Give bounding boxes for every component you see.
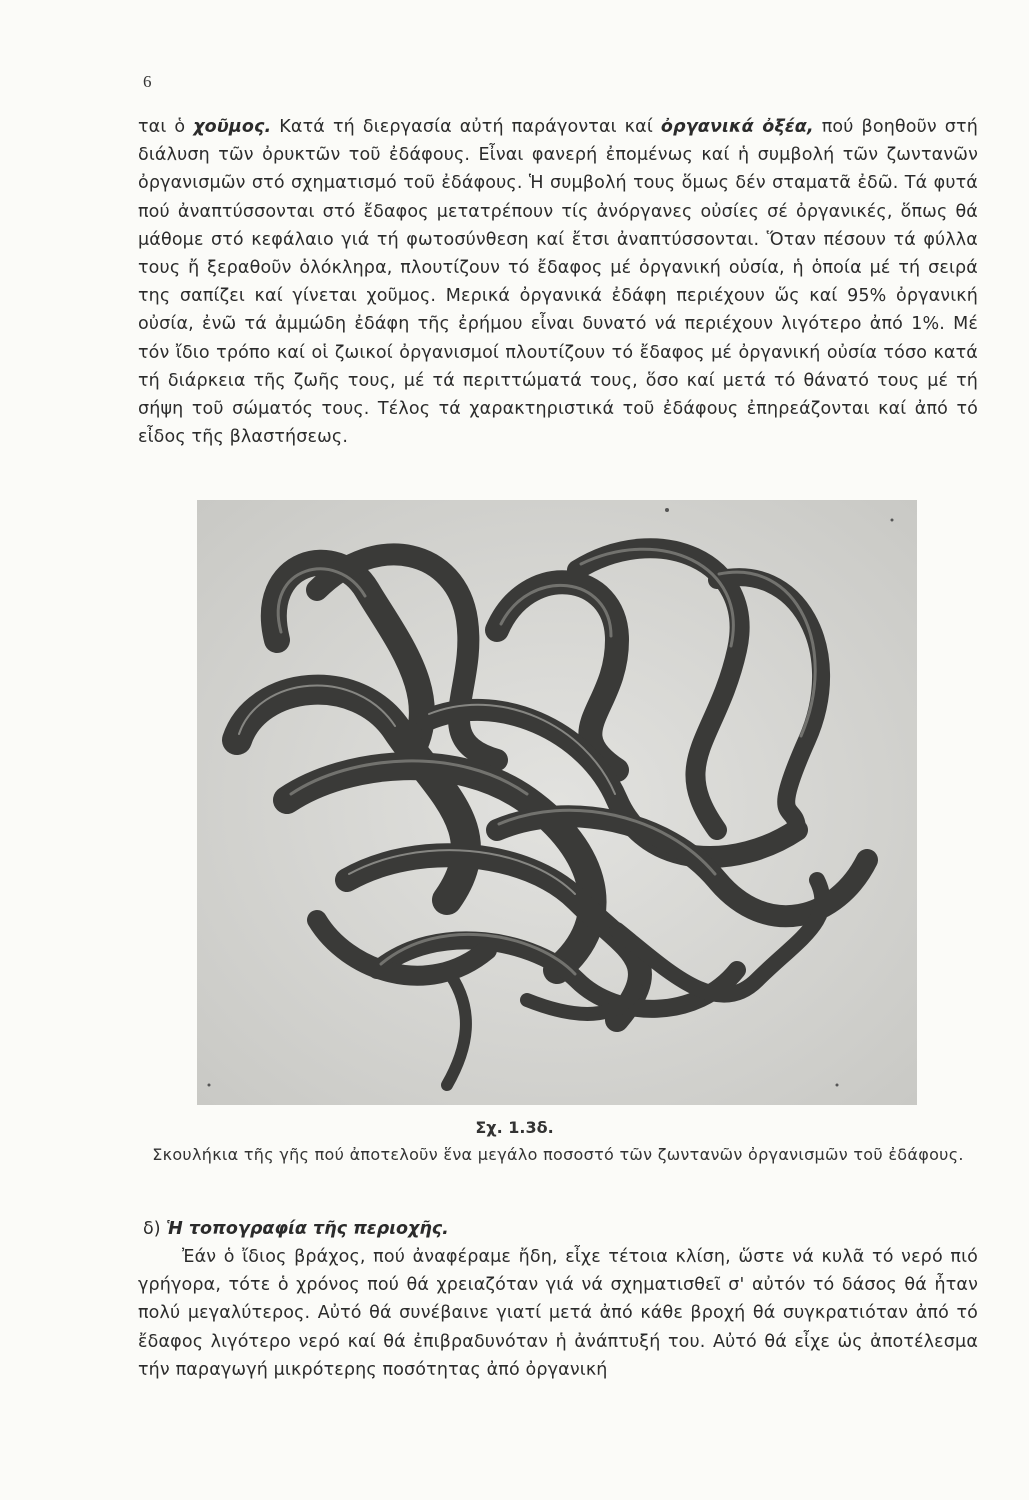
paragraph-text: Ἐάν ὁ ἴδιος βράχος, πού ἀναφέραμε ἤδη, εἶχε τέτοια κλίση, ὥστε νά κυλᾶ τό νερό πιό γρήγορα, τότε ὁ χρόνος πού θά χρειαζόταν γιά νά σχηματισθεῖ σ' αὐτόν τό δάσος θά ἦταν πολύ μεγαλύτερος. Αὐτό θά συνέβαινε γιατί μετά ἀπό κάθε βροχή θά συγκρατιόταν ἀπό τό ἔδαφος λιγότερο νερό καί θά ἐπιβραδυνόταν ἡ ἀνάπτυξή του. Αὐτό θά εἶχε ὡς ἀποτέλεσμα τήν παραγωγή μικρότερης ποσότητας ἀπό ὀργανική (138, 1247, 978, 1380)
section-title: Ἡ τοπογραφία τῆς περιοχῆς. (166, 1219, 449, 1239)
figure-label: Σχ. 1.3δ. (475, 1118, 554, 1137)
earthworms-photo (197, 500, 917, 1105)
page-number: 6 (143, 72, 152, 91)
section-prefix: δ) (143, 1219, 167, 1239)
section-heading (143, 1219, 449, 1239)
figure-caption: Σκουλήκια τῆς γῆς πού ἀποτελοῦν ἕνα μεγάλο ποσοστό τῶν ζωντανῶν ὀργανισμῶν τοῦ ἐδάφους. (152, 1145, 964, 1164)
paragraph-text: πού βοηθοῦν στή διάλυση τῶν ὀρυκτῶν τοῦ ἐδάφους. Εἶναι φανερή ἐπομένως καί ἡ συμβολή τῶν ζωντανῶν ὀργανισμῶν στό σχηματισμό τοῦ ἐδάφους. Ἡ συμβολή τους ὅμως δέν σταματᾶ ἐδῶ. Τά φυτά πού ἀναπτύσσονται στό ἔδαφος μετατρέπουν τίς ἀνόργανες οὐσίες σέ ὀργανικές, ὅπως θά μάθομε στό κεφάλαιο γιά τή φωτοσύνθεση καί ἔτσι ἀναπτύσσονται. Ὅταν πέσουν τά φύλλα τους ἤ ξεραθοῦν ὁλόκληρα, πλουτίζουν τό ἔδαφος μέ ὀργανική οὐσία, ἡ ὁποία μέ τή σειρά της σαπίζει καί γίνεται χοῦμος. Μερικά ὀργανικά ἐδάφη περιέχουν ὥς καί 95% ὀργανική οὐσία, ἐνῶ τά ἀμμώδη ἐδάφη τῆς ἐρήμου εἶναι δυνατό νά περιέχουν λιγότερο ἀπό 1%. Μέ τόν ἴδιο τρόπο καί οἱ ζωικοί ὀργανισμοί πλουτίζουν τό ἔδαφος μέ ὀργανική οὐσία τόσο κατά τή διάρκεια τῆς ζωῆς τους, μέ τά περιττώματά τους, ὅσο καί μετά τό θάνατό τους μέ τή σήψη τοῦ σώματός τους. Τέλος τά χαρακτηριστικά τοῦ ἐδάφους ἐπηρεάζονται καί ἀπό τό εἶδος τῆς βλαστήσεως. (138, 117, 978, 448)
body-paragraph-2 (138, 1243, 978, 1384)
term-humus: χοῦμος. (193, 117, 272, 137)
paragraph-text: Κατά τή διεργασία αὐτή παράγονται καί (271, 117, 661, 137)
term-organic-acids: ὀργανικά ὀξέα, (660, 117, 814, 137)
body-paragraph-1 (138, 113, 978, 451)
paragraph-text: ται ὁ (138, 117, 194, 137)
